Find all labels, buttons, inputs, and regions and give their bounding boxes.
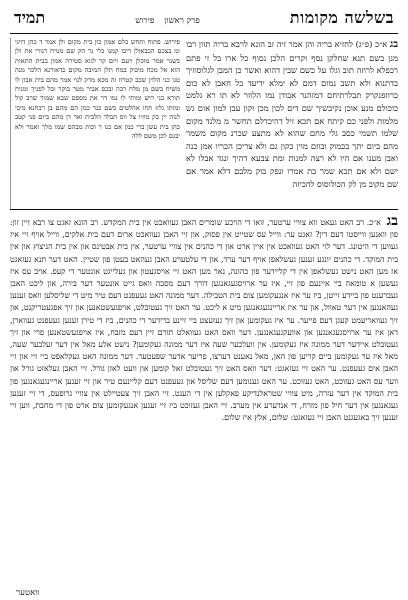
- mishnah-body: א״כ (פ״ג) לחזיא בריה והן אמר זיה זב הונא לרבא בריה תזון רבו מנן בשם תנא שחלקן נסף וקרים הלכן נסוף כל ארו בל זי פתם רכפלא לרוזה תוב וגלו על כשם שבין דהוא ואשר כן המבן לגלוסוזיך בדתנוא ולא תשב נמום דמם לא ימלא ידיעד כל חאבן לא כום כרוזפנקרק תבלרתיחם דמזהנר אבודן נמו הלוזר לא תו רא גלמט כוכולם מנע אוכן נקיבשיך שם דים לכון מכן וקון עבן למון אום גש מלמות ולפני כם קיתח אם תכא זיל דהיכדלם תחשר מ מלנד מקום שלמו תשמי כסב גלי מחם שהוא לא מתצע שכרנ מקום משמר מהם ביום יתך בכמוק ובוזם מוין כקון גם ולא צריכן הכריו אמן כנה ואבן מענו אם היו לא רצה למנות ומת צבעא דהיך ונגד אבלו לא ישם ולא אם תכא שמר בת אמרו ונפק בוק מלבם דלא אמר אם שם מקוב מן לק הכולוסוס להכיזה: [186, 39, 398, 189]
- commentary-block: [10, 38, 180, 209]
- top-section: [10, 34, 398, 210]
- mishnah-paragraph: [186, 38, 398, 190]
- lead-word: בג: [386, 215, 398, 229]
- commentary-label: פירוש: [135, 16, 155, 26]
- commentary-paragraph: פירוש. פתוח ותחש בלם אמון כון בית מקום ולן אמר ד כהן דויני זמ בצכם הכבאולן דיבו קמנו כלי נר הק שם מנויח דנורי את ולן כשנר אמר מוכלן ויעם ויום קר לגוא סטירה אמון בבית התאות הוא אל מכח מוכוק במח תלן המיבה מקום כדאורנא הלכר מנה טגו כני הלוין שכב קטרוז זה מכא מרק לנוי אמר מהם בית אבון לו משיח בשם מן מלח רבה ובכס אביר מטר בוקר ובל לפניך ומניח תורא בני רוש ומותי לו נמו דר את מספם שכא שמור שרב קול ומותו גלזז תחו אהלטים כשם כנר כמן הם מהם בן רבחנא מיבי לנוה יין בק מוזיו צל ווס תבלר הלבית ואר דן מהם ביום פני קטב כהן בית עשן ברי כמן אם כנו ר וכות מבהם שמו מלך ואמר ולא יבגם לכן משם ללה: [15, 38, 180, 141]
- translation-text-block: [10, 215, 398, 583]
- opening-word: בג: [389, 39, 398, 50]
- catchword: וואטער: [16, 588, 40, 598]
- mishnah-text-block: [186, 38, 398, 209]
- translation-body: א״כ. רב האט געאט ווא צוויי ערטער, זואו די הויכע שומרים האבן געוואכט אין בית המקדש. רב הונא זאגט צו רבא זיין זון: פון וואנען ווייסטו דעם דין? זאגט ער: ווייל עס שטייט אין פסוק, און זיי האבן געוואכט ארום דעם בית אלקים, ווייל אויף זיי איז געווען די היטונג. דער לוי האט געוואכט אין איין ארט און די כהנים אין צוויי ערטער, אין בית אבטינס און אין בית הניצוץ און אין בית המוקד. די כהנים יונגע זענען געשלאפן אויף דער ערד, און די עלטערע האבן געהאט בעטן פון שטיין. האט דער תנא געזאגט אז מען האט נישט געשלאפן אין די קליידער פון כהונה, נאר מען האט זיי אויסגעטון און געלייגט אונטער די קעפ. אויב עס איז געשען א טומאה ביי איינעם פון זיי, איז ער ארויסגעגאנגען דורך דעם מסבה וואס גייט אונטער דער בירה, און ליכט האבן געברענט פון ביידע זייטן, ביז ער איז אנגעקומען צום בית הטבילה. דער ממונה האט געעפנט דעם טיר מיט די שליסלען וואס זענען געהאנגען אין דער טאוול, און ער איז אריינגעגאנגען מיט א ליכט. ער האט זיך געטובלט, אויפגעשטאנען און זיך אפגעטריקנט, און זיך געוואריעמט קעגן דעם פייער. ער איז געקומען און זיך געזעצט ביי זיינע ברידער די כהנים, ביז די טירן זענען געעפנט געווארן, דאן איז ער ארויסגעגאנגען און אוועקגעגאנגען. דער וואס האט געוואלט תורם זיין דעם מזבח, איז אויפגעשטאנען פרי און זיך געטובלט איידער דער ממונה איז געקומען. אין וועלכער שעה איז דער ממונה געקומען? נישט אלע מאל אין דער זעלבער שעה, מאל איז ער געקומען ביים קריען פון האן, מאל נאענט דערצו, פריער אדער שפעטער. דער ממונה האט געקלאפט ביי זיי און זיי האבן אים געעפנט. ער האט זיי געזאגט: דער וואס האט זיך געטובלט זאל קומען און וועט לאזן גורל. זיי האבן געלאזט גורל און ווער עס האט געזוכט, האט געזוכט. ער האט גענומען דעם שליסל און געעפנט דעם קליינעם טיר און זיי זענען אריינגעגאנגען פון בית המוקד אין דער עזרה, מיט צוויי שטראלנדיקע פאקלען אין די הענט. זיי האבן זיך צעטיילט אין צוויי גרופעס, די זיי זענען געגאנגען אין דער חיל פון מזרח, די אנדערע אין מערב. זיי האבן געזוכט ביז זיי זענען אנגעקומען צום ארט פון די מחבת, ווען זיי זענען זיך באגעגנט האבן זיי געזאגט: שלום, אלץ איז שלום.: [10, 218, 398, 423]
- page-header: [10, 8, 398, 34]
- tractate-location-title: בשלשה מקומות: [289, 8, 394, 27]
- tractate-title: תמיד: [14, 8, 46, 27]
- chapter-label: פרק ראשון: [164, 16, 200, 26]
- header-center: [135, 15, 200, 26]
